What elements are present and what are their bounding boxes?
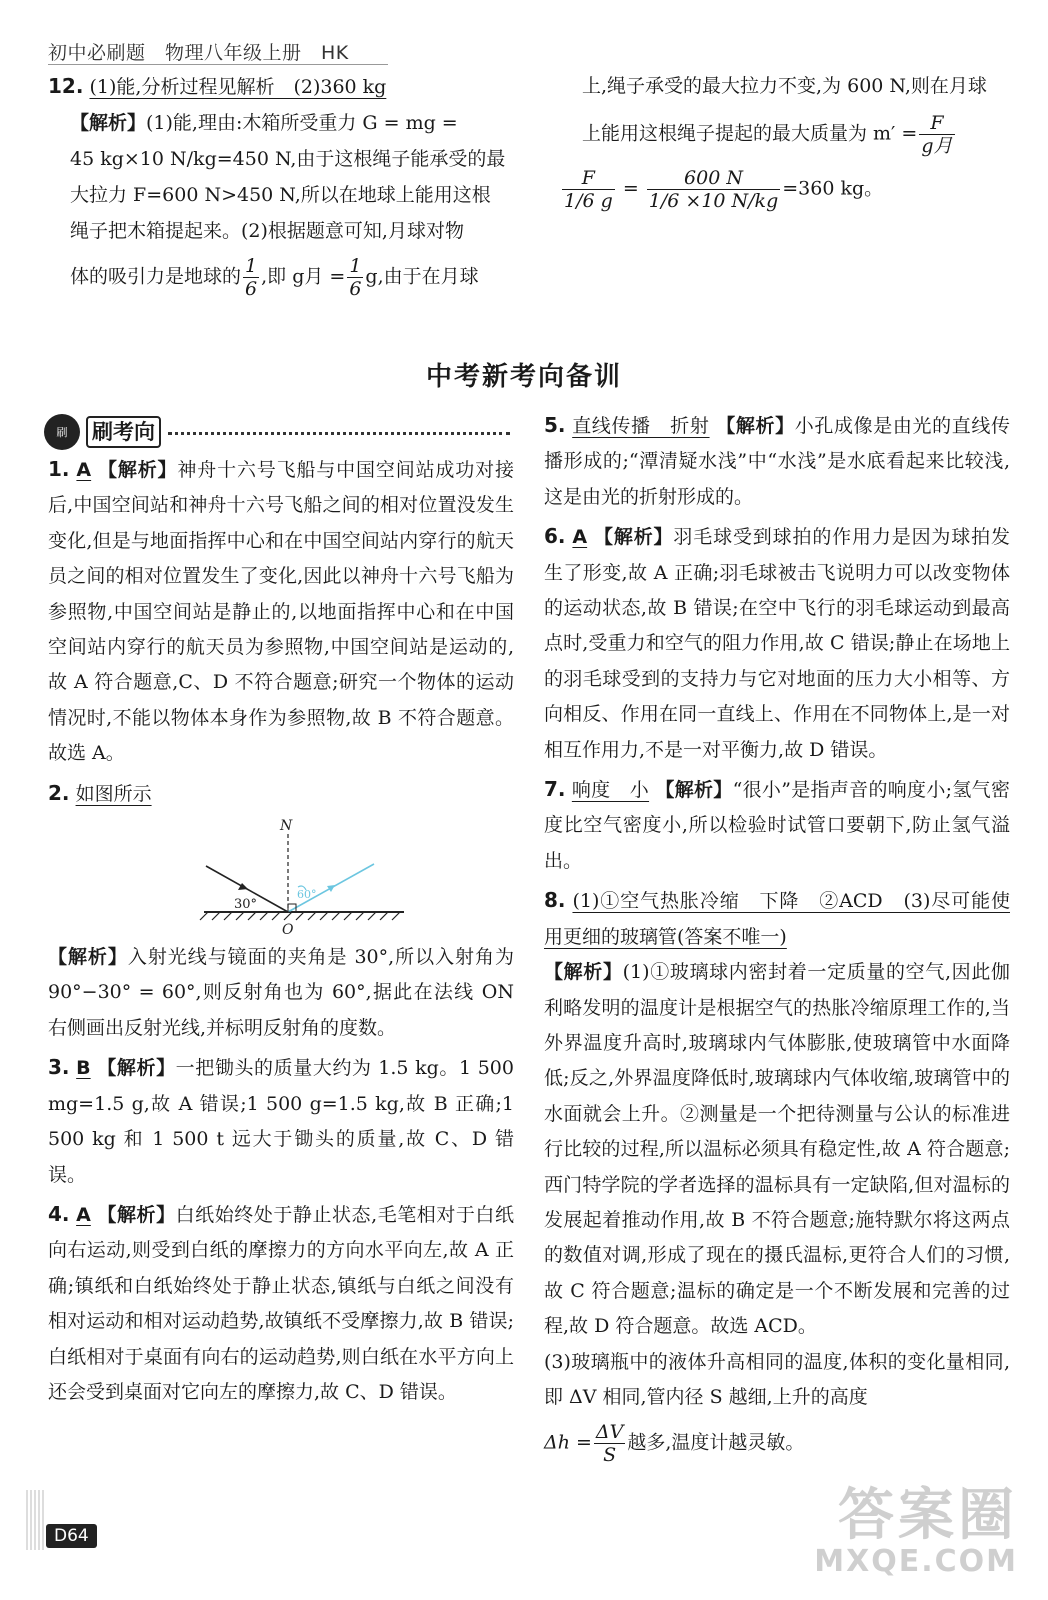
label-o: O — [282, 922, 294, 939]
q8-explanation-1: 【解析】(1)①玻璃球内密封着一定质量的空气,因此伽利略发明的温度计是根据空气的热胀冷缩原理工作的,当外界温度升高时,玻璃球内气体膨胀,使玻璃管中水面降低;反之,外界温度降低时,玻璃球内气体收缩,玻璃管中的水面就会上升。②测量是一个把待测量与公认的标准进行比较的过程,所以温标必须具有稳定性,故 A 符合题意;西门特学院的学者选择的温标具有一定缺陷,但对温标的发展起着推动作用,故 B 不符合题意;施特默尔将这两点的数值对调,形成了现在的摄氏温标,更符合人们的习惯,故 C 符合题意;温标的确定是一个不断发展和完善的过程,故 D 符合题意。故选 ACD。 — [544, 961, 1010, 1338]
reflection-svg — [48, 812, 514, 940]
q3: 3. B 【解析】一把锄头的质量大约为 1.5 kg。1 500 mg=1.5 g,故 A 错误;1 500 g=1.5 kg,故 B 正确;1 500 kg 和 1 500 t 远大于锄头的质量,故 C、D 错误。 — [48, 1055, 514, 1186]
reflection-diagram — [48, 812, 514, 940]
q12-line-3: 大拉力 F=600 N>450 N,所以在地球上能用这根 — [70, 184, 491, 206]
q7: 7. 响度 小 【解析】“很小”是指声音的响度小;氢气密度比空气密度小,所以检验时试管口要朝下,防止氢气溢出。 — [544, 777, 1010, 872]
q8-answer: 8. (1)①空气热胀冷缩 下降 ②ACD (3)尽可能使用更细的玻璃管(答案不唯一) — [544, 888, 1010, 948]
badge-label: 刷考向 — [86, 416, 161, 448]
q12-line-1: (1)能,理由:木箱所受重力 G = mg = — [146, 112, 458, 134]
section-title: 中考新考向备训 — [425, 362, 622, 392]
page-header: 初中必刷题 物理八年级上册 HK — [48, 42, 349, 64]
q5: 5. 直线传播 折射 【解析】小孔成像是由光的直线传播形成的;“潭清疑水浅”中“水浅”是水底看起来比较浅,这是由光的折射形成的。 — [544, 413, 1010, 508]
q12-line-2: 45 kg×10 N/kg=450 N,由于这根绳子能承受的最 — [70, 148, 506, 170]
q12-right-line-2: 上能用这根绳子提起的最大质量为 m′ = — [582, 122, 918, 145]
q12-jiexi-label: 【解析】 — [70, 112, 147, 134]
q6: 6. A 【解析】羽毛球受到球拍的作用力是因为球拍发生了形变,故 A 正确;羽毛球被击飞说明力可以改变物体的运动状态,故 B 错误;在空中飞行的羽毛球运动到最高点时,受重力和空气的阻力作用,故 C 错误;静止在场地上的羽毛球受到的支持力与它对地面的压力大小相等、方向相反、作用在同一直线上、作用在不同物体上,是一对相互作用力,不是一对平衡力,故 D 错误。 — [544, 524, 1010, 761]
q12-fraction-f-over-g: $\frac{F}{1/6 g}$ — [564, 167, 613, 212]
q8-explanation-3: Δh = $\frac{\Delta V}{S}$ 越多,温度计越灵敏。 — [544, 1421, 805, 1467]
q12-line-5a: 体的吸引力是地球的 — [70, 265, 242, 288]
q12-number: 12. — [48, 74, 84, 98]
page-edge-shade — [26, 1490, 44, 1550]
brush-icon: 刷 — [44, 414, 80, 450]
mirror-hatching — [200, 912, 400, 920]
q12-fraction-600: $\frac{600 N}{1/6 \times 10 N/kg}$ — [648, 167, 779, 212]
reflected-arrow-icon — [327, 885, 335, 892]
dotted-divider — [168, 432, 510, 435]
q12-fraction-2: $\frac{1}{6}$ — [349, 255, 362, 300]
q2-explanation: 【解析】入射光线与镜面的夹角是 30°,所以入射角为 90°−30° = 60°,则反射角也为 60°,据此在法线 ON 右侧画出反射光线,并标明反射角的度数。 — [48, 946, 514, 1039]
q2-answer: 2. 如图所示 — [48, 780, 152, 805]
q12-fraction-1: $\frac{1}{6}$ — [245, 255, 258, 300]
q12-right: 上,绳子承受的最大拉力不变,为 600 N,则在月球 上能用这根绳子提起的最大质量为 m′ = $\frac{F}{\text{g月}}$ $\frac{F}{1/6 g}$ = $\frac{600 N}{1/6 \times 10 N/kg}$ =360 kg。 — [560, 68, 1010, 212]
page-number: D64 — [46, 1524, 97, 1548]
q1: 1. A 【解析】神舟十六号飞船与中国空间站成功对接后,中国空间站和神舟十六号飞船之间的相对位置没发生变化,但是与地面指挥中心和在中国空间站内穿行的航天员之间的相对位置发生了变化,因此以神舟十六号飞船为参照物,中国空间站是静止的,以地面指挥中心和在中国空间站内穿行的航天员为参照物,中国空间站是运动的,故 A 符合题意,C、D 不符合题意;研究一个物体的运动情况时,不能以物体本身作为参照物,故 B 不符合题意。故选 A。 — [48, 457, 514, 765]
right-column — [544, 408, 1010, 1466]
q12-line-5b: ,即 g月 = — [261, 265, 346, 288]
q12-left — [48, 68, 514, 300]
header-rule — [48, 64, 388, 65]
section-badge — [44, 414, 161, 450]
q4: 4. A 【解析】白纸始终处于静止状态,毛笔相对于白纸向右运动,则受到白纸的摩擦力的方向水平向左,故 A 正确;镇纸和白纸始终处于静止状态,镇纸与白纸之间没有相对运动和相对运动趋势,故镇纸不受摩擦力,故 B 错误;白纸相对于桌面有向右的运动趋势,则白纸在水平方向上还会受到桌面对它向左的摩擦力,故 C、D 错误。 — [48, 1201, 514, 1403]
watermark — [814, 1483, 1018, 1579]
q12-right-line-1: 上,绳子承受的最大拉力不变,为 600 N,则在月球 — [582, 75, 987, 97]
q12-line-4: 绳子把木箱提起来。(2)根据题意可知,月球对物 — [70, 220, 464, 242]
watermark-line-1: 答案圈 — [838, 1483, 1018, 1548]
label-n: N — [280, 818, 293, 835]
label-60: 60° — [297, 888, 317, 902]
q12-line-5c: g,由于在月球 — [365, 265, 479, 288]
left-column — [48, 452, 514, 1410]
watermark-line-2: MXQE.COM — [814, 1544, 1018, 1579]
q8-explanation-2: (3)玻璃瓶中的液体升高相同的温度,体积的变化量相同,即 ΔV 相同,管内径 S 越细,上升的高度 — [544, 1350, 1010, 1408]
label-30: 30° — [234, 897, 258, 913]
q12-result: =360 kg。 — [782, 177, 884, 200]
q8-fraction: $\frac{\Delta V}{S}$ — [595, 1421, 624, 1467]
q12-fraction-m: $\frac{F}{\text{g月}}$ — [921, 112, 953, 157]
q12-answer: (1)能,分析过程见解析 (2)360 kg — [89, 76, 387, 98]
